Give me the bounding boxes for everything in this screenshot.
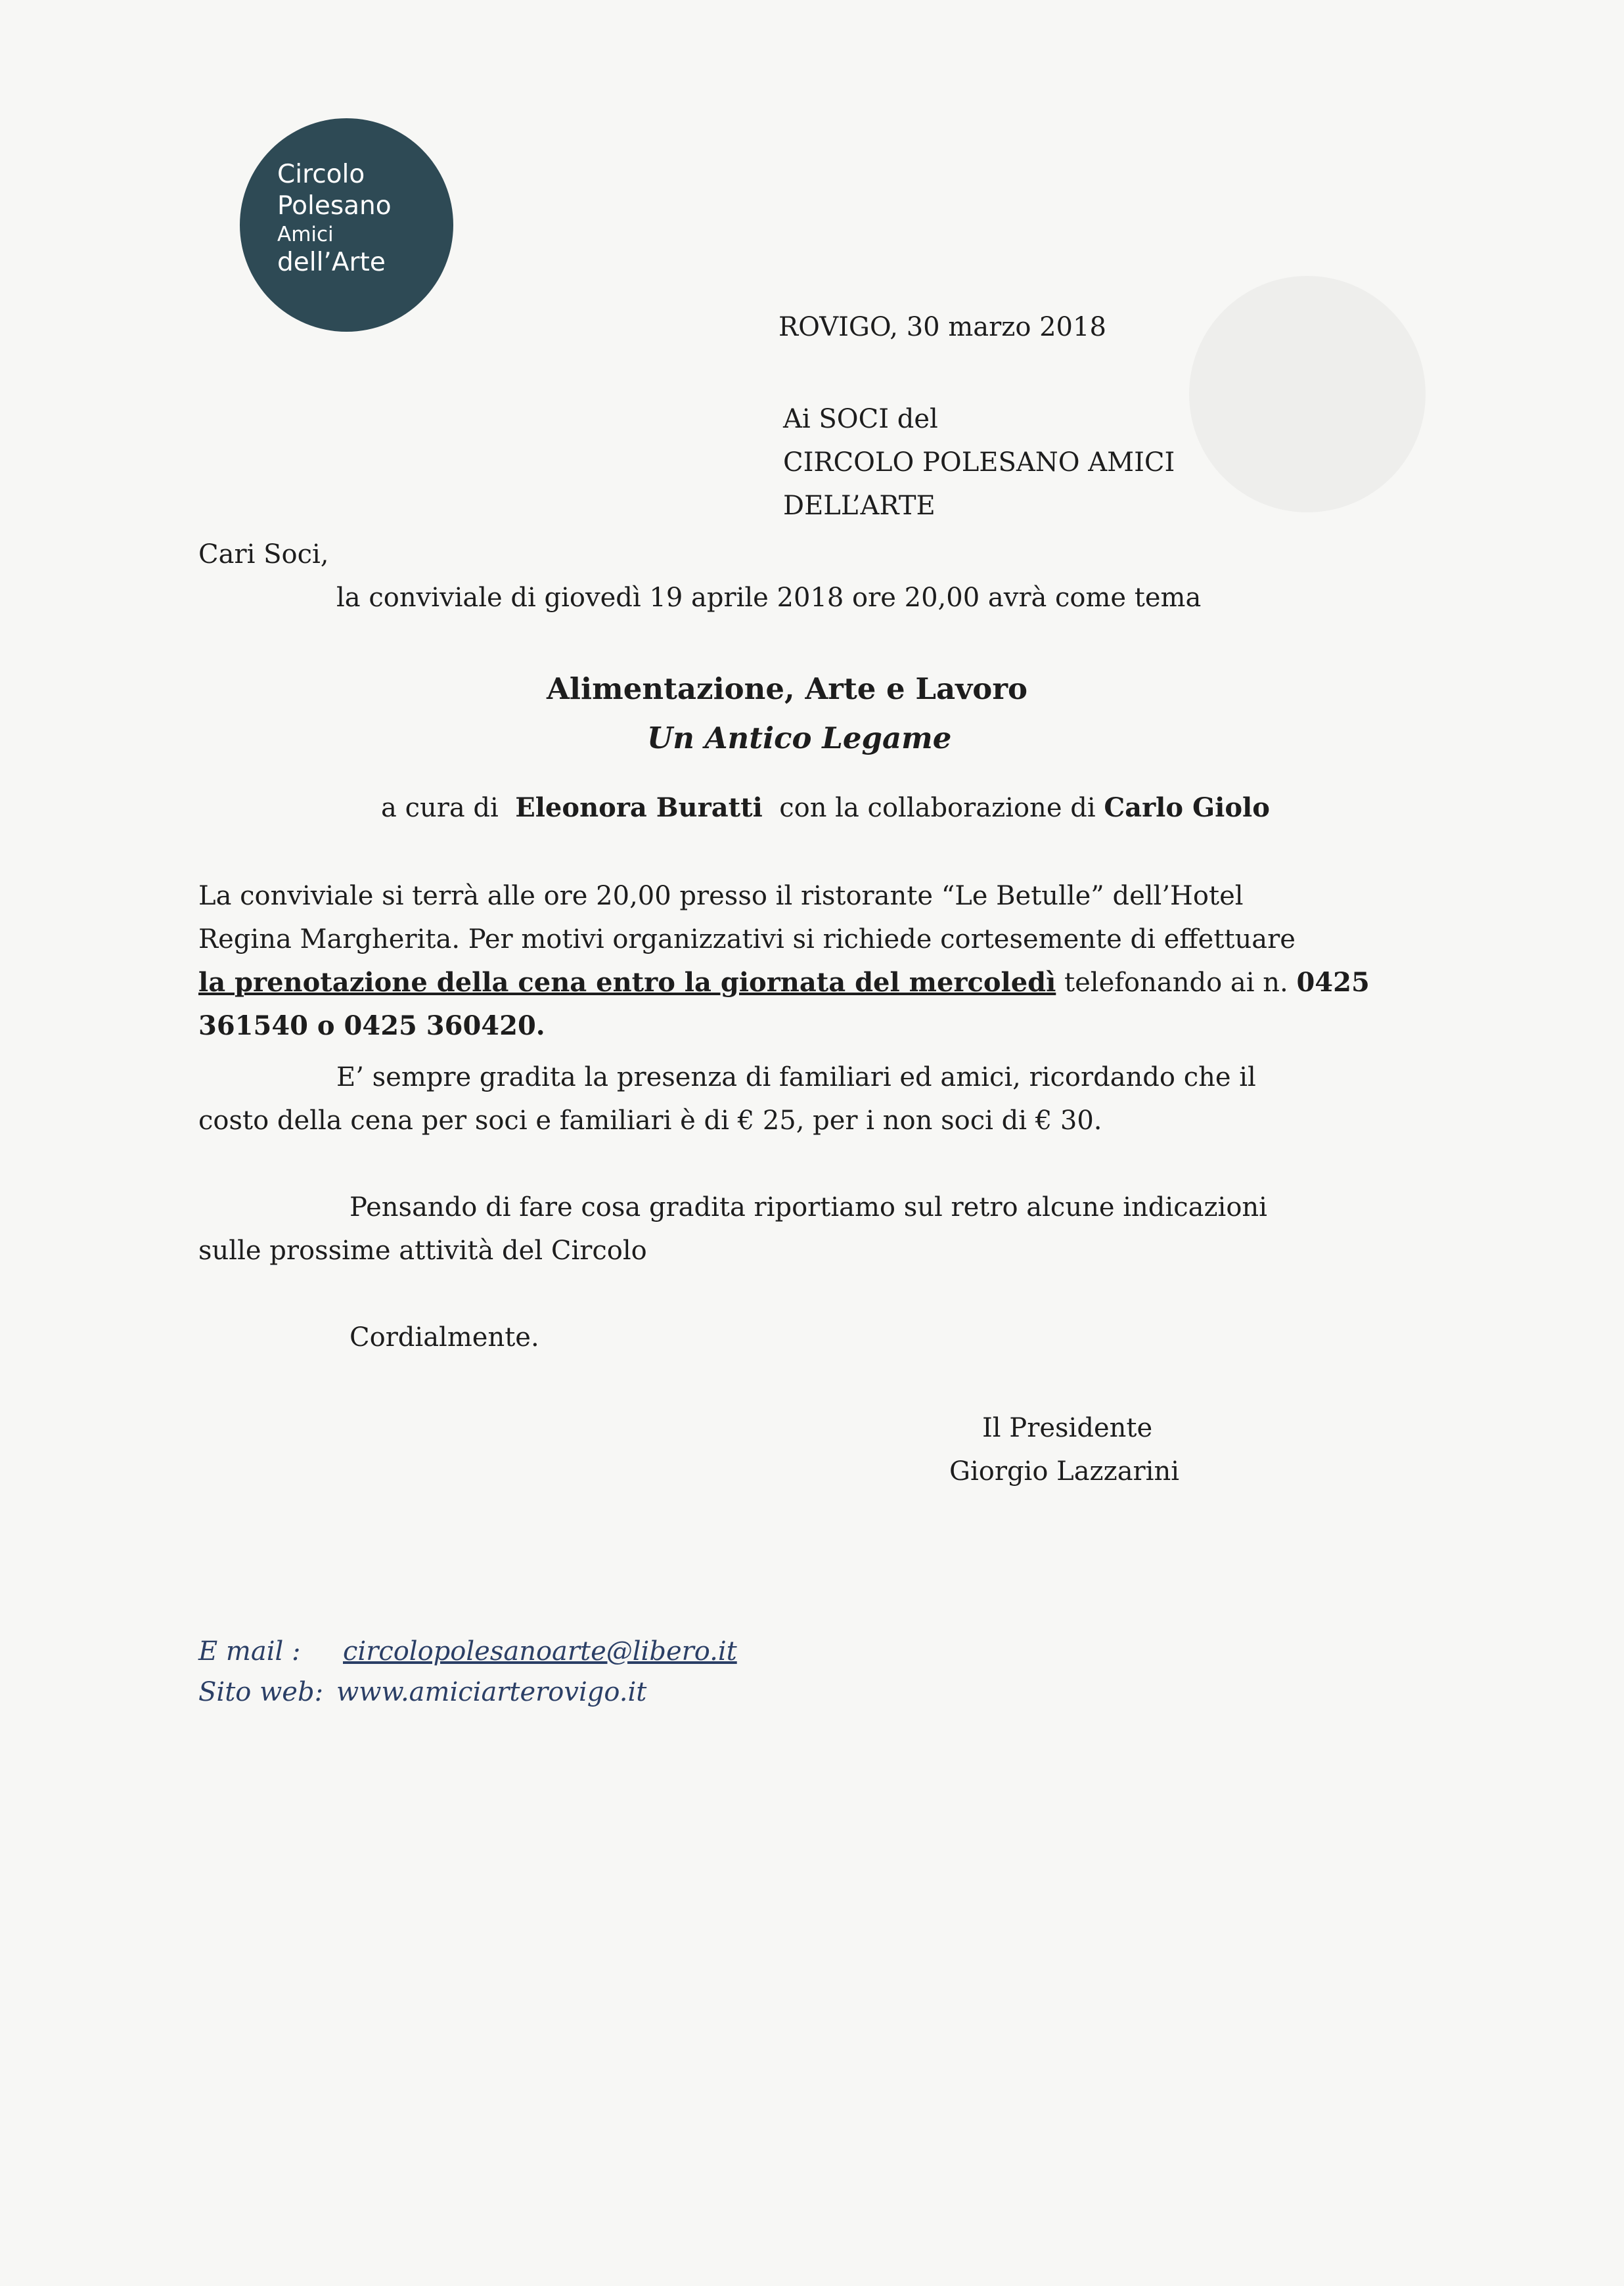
- collaborator-name: Carlo Giolo: [1104, 792, 1270, 823]
- circolo-logo: [240, 118, 453, 332]
- paragraph3-line-2: sulle prossime attività del Circolo: [198, 1236, 647, 1266]
- logo-text: [277, 159, 392, 279]
- web-label: Sito web:: [198, 1677, 324, 1707]
- curator-name: Eleonora Buratti: [515, 792, 763, 823]
- intro-line: la conviviale di giovedì 19 aprile 2018 ore 20,00 avrà come tema: [336, 583, 1202, 613]
- email-link[interactable]: [343, 1634, 737, 1669]
- curated-line: [381, 791, 1270, 825]
- curated-middle: con la collaborazione di: [779, 793, 1096, 823]
- email-label: E mail :: [198, 1636, 301, 1667]
- recipient-line-2: CIRCOLO POLESANO AMICI: [783, 447, 1175, 478]
- recipient-line-1: Ai SOCI del: [783, 404, 938, 434]
- logo-line-3: Amici: [277, 223, 334, 246]
- paragraph1-line-2: Regina Margherita. Per motivi organizzativi si richiede cortesemente di effettuare: [198, 924, 1296, 954]
- paragraph2-line-2: costo della cena per soci e familiari è di € 25, per i non soci di € 30.: [198, 1106, 1102, 1136]
- phone-intro: telefonando ai n.: [1056, 968, 1297, 998]
- event-subtitle: Un Antico Legame: [647, 721, 952, 755]
- curated-prefix: a cura di: [381, 793, 499, 823]
- logo-line-4: dell’Arte: [277, 248, 386, 277]
- phone-numbers: 361540 o 0425 360420.: [198, 1010, 545, 1041]
- recipient-line-3: DELL’ARTE: [783, 491, 936, 521]
- reservation-deadline: la prenotazione della cena entro la giornata del mercoledì: [198, 967, 1056, 998]
- logo-line-1: Circolo: [277, 160, 365, 189]
- signature-name: Giorgio Lazzarini: [949, 1456, 1180, 1487]
- email-value[interactable]: circolopolesanoarte@libero.it: [343, 1636, 737, 1667]
- signature-role: Il Presidente: [982, 1413, 1153, 1443]
- faded-stamp: [1189, 276, 1426, 512]
- closing: Cordialmente.: [350, 1322, 539, 1353]
- event-title: Alimentazione, Arte e Lavoro: [547, 671, 1028, 706]
- paragraph1-line-1: La conviviale si terrà alle ore 20,00 presso il ristorante “Le Betulle” dell’Hotel: [198, 881, 1244, 911]
- web-value[interactable]: www.amiciarterovigo.it: [336, 1677, 647, 1707]
- date-line: ROVIGO, 30 marzo 2018: [778, 312, 1106, 342]
- greeting: Cari Soci,: [198, 539, 329, 570]
- paragraph2-line-1: E’ sempre gradita la presenza di familiari ed amici, ricordando che il: [336, 1062, 1256, 1092]
- phone-number-part: 0425: [1296, 967, 1370, 998]
- logo-line-2: Polesano: [277, 191, 392, 221]
- paragraph1-line-3: [198, 966, 1370, 1000]
- paragraph3-line-1: Pensando di fare cosa gradita riportiamo sul retro alcune indicazioni: [350, 1192, 1267, 1222]
